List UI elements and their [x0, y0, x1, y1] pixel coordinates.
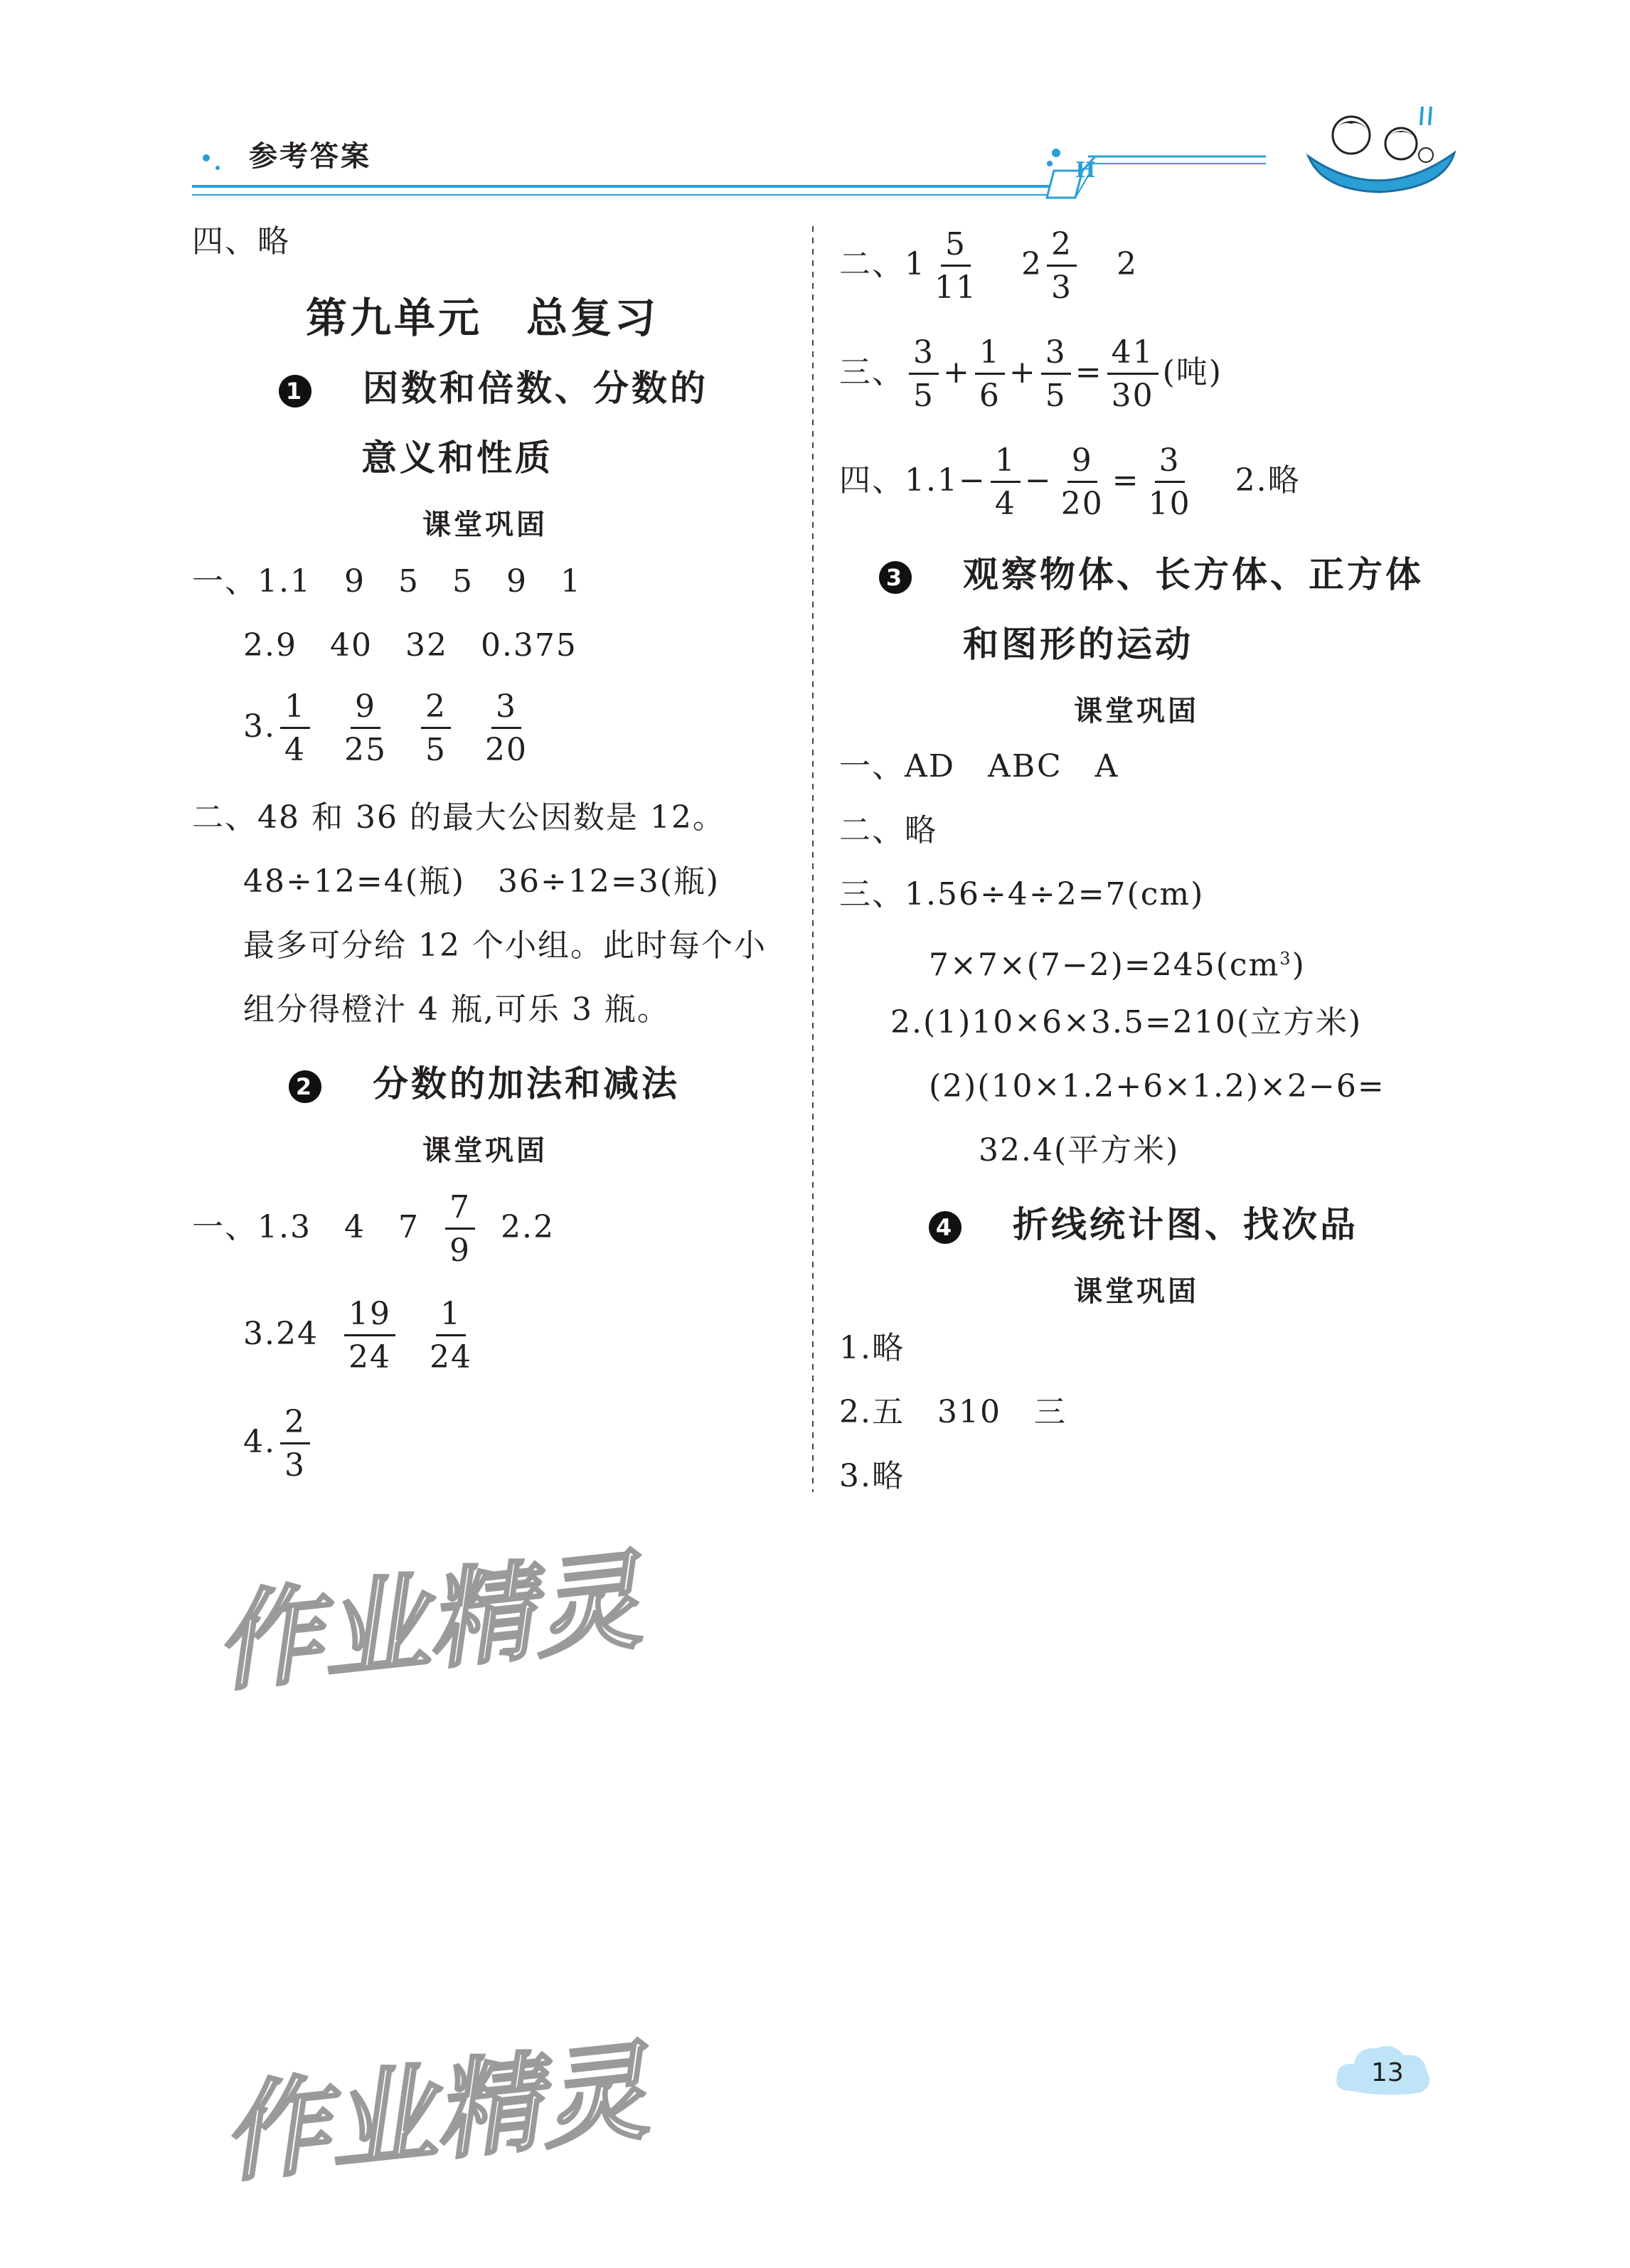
section-title-text: 折线统计图、找次品 [1013, 1204, 1358, 1245]
superscript: 3 [1279, 949, 1292, 969]
header-badge: H [1075, 158, 1096, 183]
fraction [975, 334, 1005, 414]
answer-line [929, 937, 1306, 987]
subtitle: 课堂巩固 [422, 1134, 548, 1167]
answer-line-fractions [243, 1296, 481, 1375]
section-title-text: 因数和倍数、分数的 [363, 368, 708, 409]
section-title-1-line2: 意义和性质 [361, 437, 553, 479]
denominator: 3 [284, 1447, 306, 1484]
unit-text: (吨) [1162, 354, 1222, 390]
fraction [1057, 442, 1108, 522]
fraction [1144, 442, 1195, 522]
answer-text: 2.略 [1235, 462, 1301, 499]
answer-text: 一、1.3 4 7 [192, 1209, 420, 1245]
numerator: 1 [280, 691, 310, 729]
watermark: 作业精灵 [209, 1539, 646, 1707]
subtitle: 课堂巩固 [1074, 695, 1199, 728]
fraction [1047, 226, 1077, 306]
answer-line-fractions [839, 442, 1301, 522]
denominator: 6 [979, 378, 1001, 414]
answer-line-fractions [192, 1189, 555, 1269]
fraction [991, 442, 1021, 522]
denominator: 5 [425, 732, 447, 768]
section-number-1: 1 [279, 375, 311, 408]
subtitle: 课堂巩固 [1074, 1275, 1199, 1308]
unit-title: 第九单元 总复习 [306, 294, 659, 342]
subtitle: 课堂巩固 [422, 509, 548, 541]
answer-line: 一、AD ABC A [839, 748, 1119, 784]
watermark: 作业精灵 [216, 2030, 654, 2198]
denominator: 24 [348, 1339, 391, 1375]
denominator: 4 [284, 732, 306, 768]
answer-line: 32.4(平方米) [979, 1132, 1180, 1168]
answer-line: 一、1.1 9 5 5 9 1 [192, 563, 582, 600]
fraction [425, 1296, 476, 1375]
denominator: 11 [934, 270, 977, 306]
fraction [909, 334, 939, 414]
operator: = [1112, 462, 1140, 499]
answer-text: 7×7×(7−2)=245(cm [929, 947, 1280, 984]
answer-text: 2 [1117, 246, 1138, 282]
header-title: 参考答案 [249, 140, 371, 173]
numerator: 1 [991, 445, 1021, 483]
cartoon-kids-boat-icon [1301, 100, 1465, 199]
answer-line: 1.略 [839, 1330, 905, 1366]
answer-line: 3.略 [839, 1458, 905, 1494]
page-number: 13 [1371, 2058, 1404, 2087]
answer-line-fractions [243, 1404, 314, 1484]
numerator: 3 [909, 337, 939, 375]
numerator: 41 [1107, 337, 1158, 375]
denominator: 5 [913, 378, 934, 414]
numerator: 5 [941, 229, 971, 267]
fraction [1041, 334, 1071, 414]
section-title-1 [279, 360, 708, 411]
answer-text: 3.24 [243, 1316, 319, 1352]
denominator: 25 [343, 732, 387, 768]
section-number-2: 2 [289, 1070, 321, 1103]
denominator: 4 [994, 486, 1016, 522]
fraction [1107, 334, 1158, 414]
section-title-3-line2: 和图形的运动 [963, 624, 1193, 665]
numerator: 3 [1041, 337, 1071, 375]
denominator: 24 [429, 1339, 472, 1375]
header-decoration [185, 114, 1465, 213]
answer-text: 4. [243, 1424, 276, 1460]
numerator: 3 [1155, 445, 1185, 483]
answer-line: 二、略 [839, 812, 937, 848]
answer-text: ) [1291, 947, 1306, 984]
numerator: 2 [421, 691, 451, 729]
numerator: 9 [1067, 445, 1097, 483]
denominator: 5 [1045, 378, 1067, 414]
section-title-2 [289, 1055, 680, 1107]
fraction [280, 1404, 310, 1484]
denominator: 20 [484, 732, 528, 768]
fraction [280, 688, 310, 768]
section-title-4 [929, 1196, 1358, 1247]
operator: + [1008, 354, 1037, 390]
numerator: 19 [344, 1299, 395, 1336]
answer-line: 二、48 和 36 的最大公因数是 12。 [192, 799, 725, 836]
answer-line-fractions [839, 334, 1222, 414]
fraction [481, 688, 532, 768]
numerator: 3 [491, 691, 521, 729]
numerator: 9 [351, 691, 380, 729]
answer-line: 三、1.56÷4÷2=7(cm) [839, 876, 1205, 912]
fraction [344, 1296, 395, 1375]
answer-line: 组分得橙汁 4 瓶,可乐 3 瓶。 [243, 991, 670, 1028]
section-title-text: 分数的加法和减法 [373, 1063, 680, 1104]
operator: = [1075, 354, 1103, 390]
item-prefix: 3. [243, 708, 276, 745]
answer-text: 2 [1021, 246, 1043, 282]
fraction [421, 688, 451, 768]
numerator: 1 [436, 1299, 466, 1336]
operator: + [943, 354, 971, 390]
answer-line-fractions [243, 688, 536, 768]
fraction [445, 1189, 475, 1269]
answer-line: (2)(10×1.2+6×1.2)×2−6= [929, 1068, 1385, 1104]
denominator: 30 [1111, 378, 1154, 414]
answer-line: 四、略 [192, 223, 290, 260]
answer-text: 2.2 [500, 1209, 555, 1245]
operator: − [1024, 462, 1053, 499]
denominator: 3 [1051, 270, 1072, 306]
answer-line: 48÷12=4(瓶) 36÷12=3(瓶) [243, 863, 720, 900]
section-title-3 [879, 546, 1424, 597]
answer-text: 二、1 [839, 246, 926, 282]
numerator: 1 [975, 337, 1005, 375]
denominator: 10 [1148, 486, 1191, 522]
section-number-4: 4 [929, 1211, 962, 1244]
numerator: 7 [445, 1192, 475, 1230]
answer-text: 三、 [839, 354, 905, 390]
section-number-3: 3 [879, 561, 912, 594]
numerator: 2 [280, 1407, 310, 1444]
denominator: 20 [1060, 486, 1104, 522]
section-title-text: 观察物体、长方体、正方体 [963, 554, 1424, 595]
answer-line: 2.9 40 32 0.375 [243, 627, 577, 664]
numerator: 2 [1047, 229, 1077, 267]
answer-text: 四、1.1− [839, 462, 986, 499]
answer-line: 2.(1)10×6×3.5=210(立方米) [890, 1004, 1363, 1040]
answer-line: 2.五 310 三 [839, 1394, 1067, 1430]
column-divider [811, 226, 815, 1492]
answer-line: 最多可分给 12 个小组。此时每个小 [243, 927, 767, 964]
fraction [930, 226, 981, 306]
fraction [340, 688, 391, 768]
answer-line-fractions [839, 226, 1138, 306]
denominator: 9 [449, 1233, 471, 1269]
